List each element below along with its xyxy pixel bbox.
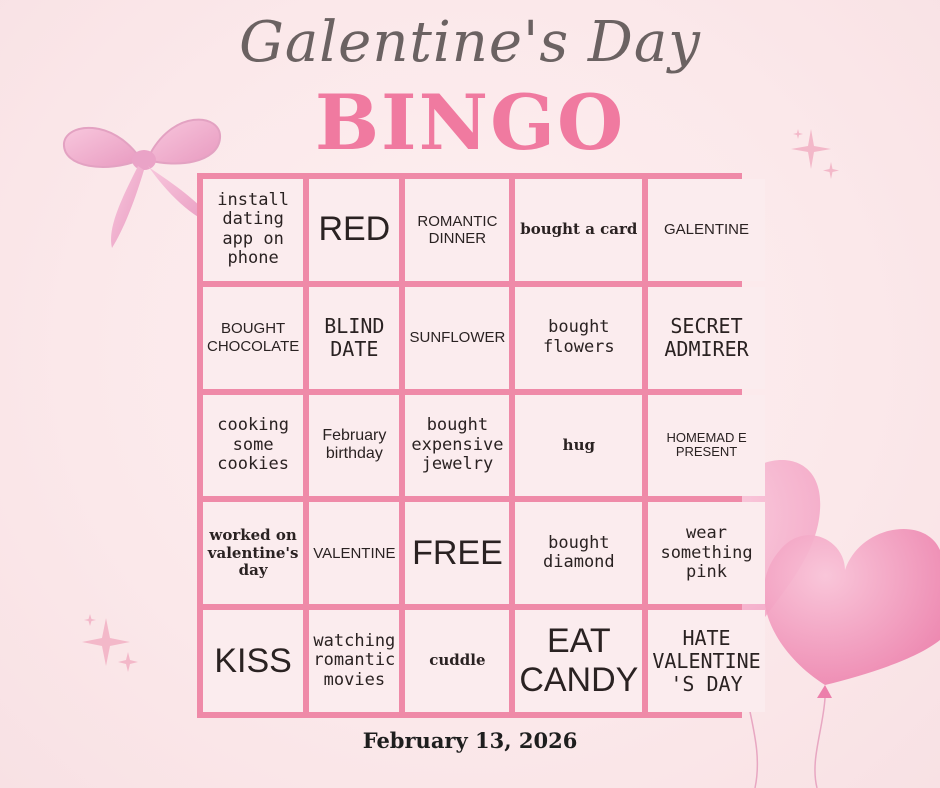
bingo-cell[interactable]: RED: [309, 179, 399, 281]
bingo-cell[interactable]: SUNFLOWER: [405, 287, 509, 389]
bingo-cell[interactable]: bought diamond: [515, 502, 642, 604]
title-script: Galentine's Day: [239, 10, 701, 75]
bingo-cell[interactable]: KISS: [203, 610, 303, 712]
bingo-cell[interactable]: watching romantic movies: [309, 610, 399, 712]
bingo-cell[interactable]: bought expensive jewelry: [405, 395, 509, 497]
page-title: BINGO: [314, 78, 626, 167]
bingo-cell[interactable]: hug: [515, 395, 642, 497]
bingo-cell[interactable]: HATE VALENTINE 'S DAY: [648, 610, 764, 712]
bingo-cell[interactable]: BLIND DATE: [309, 287, 399, 389]
event-date: February 13, 2026: [362, 728, 578, 753]
bingo-cell[interactable]: SECRET ADMIRER: [648, 287, 764, 389]
bingo-cell[interactable]: BOUGHT CHOCOLATE: [203, 287, 303, 389]
bingo-cell[interactable]: bought a card: [515, 179, 642, 281]
bingo-cell[interactable]: FREE: [405, 502, 509, 604]
bingo-cell[interactable]: wear something pink: [648, 502, 764, 604]
bingo-cell[interactable]: VALENTINE: [309, 502, 399, 604]
bingo-cell[interactable]: ROMANTIC DINNER: [405, 179, 509, 281]
bingo-cell[interactable]: EAT CANDY: [515, 610, 642, 712]
sparkle-icon: [76, 610, 146, 680]
bingo-cell[interactable]: GALENTINE: [648, 179, 764, 281]
bingo-grid: [197, 173, 761, 718]
bingo-cell[interactable]: cooking some cookies: [203, 395, 303, 497]
bingo-cell[interactable]: worked on valentine's day: [203, 502, 303, 604]
bingo-cell[interactable]: cuddle: [405, 610, 509, 712]
bingo-cell[interactable]: HOMEMAD E PRESENT: [648, 395, 764, 497]
bingo-cell[interactable]: February birthday: [309, 395, 399, 497]
sparkle-icon: [786, 124, 846, 184]
bingo-cell[interactable]: bought flowers: [515, 287, 642, 389]
bingo-cell[interactable]: install dating app on phone: [203, 179, 303, 281]
